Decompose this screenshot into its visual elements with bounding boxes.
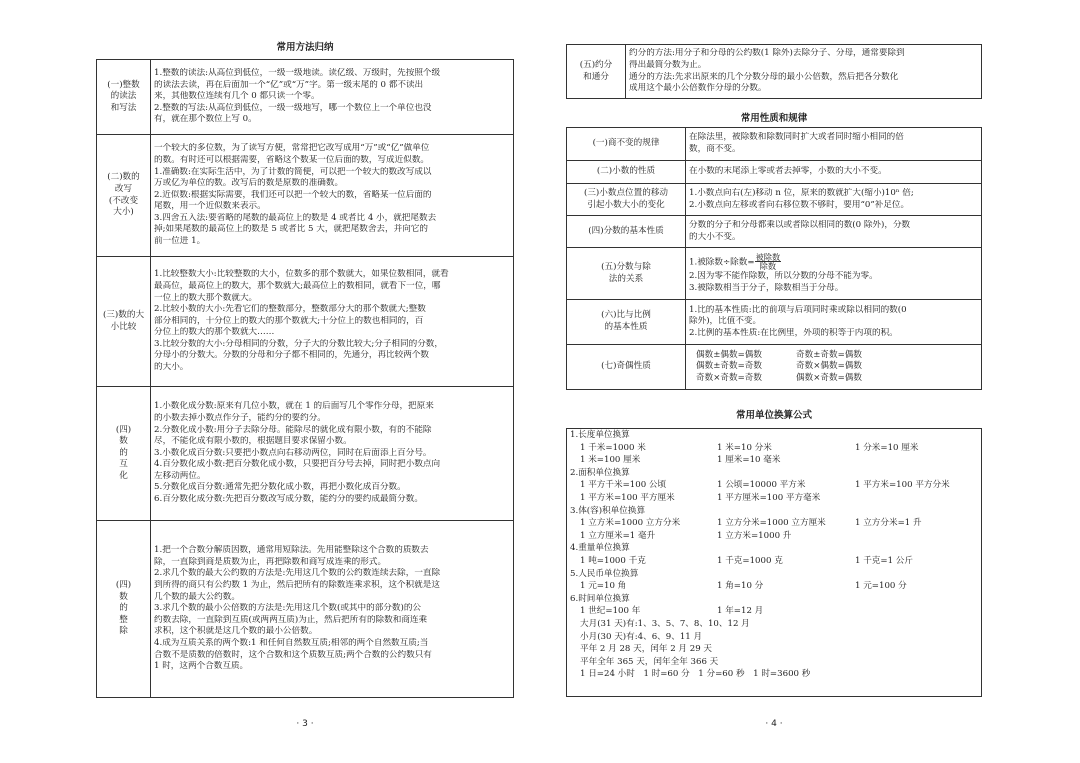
properties-title: 常用性质和规律 — [740, 113, 808, 124]
text-line: 1.小数点向右(左)移动 n 位，原来的数就扩大(缩小)10ⁿ 倍; — [689, 187, 914, 198]
fraction-ops-table — [566, 44, 982, 99]
text-line: 的小数去掉小数点作分子，能约分的要约分。 — [154, 412, 326, 423]
unit-cell: 1 立方分米=1000 立方厘米 — [717, 518, 826, 529]
unit-cell: 1 平方米=100 平方厘米 — [580, 492, 675, 503]
text-line: 尽，不能化成有限小数的，根据题目要求保留小数。 — [154, 436, 352, 447]
unit-note: 平年 2 月 28 天，闰年 2 月 29 天 — [580, 644, 713, 655]
text-line: 3.小数化成百分数:只要把小数点向右移动两位，同时在后面添上百分号。 — [154, 447, 432, 458]
text-line: 3.被除数相当于分子，除数相当于分母。 — [689, 282, 844, 293]
method-row — [97, 135, 514, 257]
text-line: 分母小的分数大。分数的分母和分子都不相同的，先通分，再比较两个数 — [154, 350, 430, 361]
text-line: 在小数的末尾添上零或者去掉零，小数的大小不变。 — [689, 166, 887, 177]
unit-row — [570, 581, 978, 594]
unit-group-heading: 5.人民币单位换算 — [570, 568, 639, 579]
unit-row — [570, 480, 978, 493]
unit-cell: 1 元=10 角 — [580, 581, 627, 592]
unit-row — [570, 493, 978, 506]
unit-group-heading: 4.重量单位换算 — [570, 543, 630, 554]
text-line: 2.比例的基本性质:在比例里，外项的积等于内项的积。 — [689, 327, 898, 338]
text-line: 1.把一个合数分解质因数，通常用短除法。先用能整除这个合数的质数去 — [154, 545, 429, 556]
unit-row — [570, 531, 978, 544]
property-label: (六)比与比例 的基本性质 — [567, 300, 686, 345]
text-line: 部分相同的，十分位上的数大的那个数就大;十分位上的数也相同的，百 — [154, 315, 424, 326]
text-line: 2.小数点向左移或者向右移位数不够时，要用“0”补足位。 — [689, 199, 910, 210]
method-content — [626, 45, 982, 99]
text-line: 到所得的商只有公约数 1 为止，然后把所有的除数连乘求积，这个积就是这 — [154, 580, 440, 591]
method-content — [151, 521, 514, 698]
unit-cell: 1 平方厘米=100 平方毫米 — [717, 492, 821, 503]
text-line: 得出最简分数为止。 — [629, 59, 707, 70]
unit-cell: 1 立方厘米=1 毫升 — [580, 530, 656, 541]
unit-cell: 1 公顷=10000 平方米 — [717, 480, 806, 491]
text-line: 最高位，最高位上的数大，那个数就大;最高位上的数相同，就看下一位，哪 — [154, 280, 441, 291]
unit-cell: 1 分米=10 厘米 — [855, 442, 919, 453]
units-box — [566, 428, 982, 697]
text-line: 在除法里，被除数和除数同时扩大或者同时缩小相同的倍 — [689, 132, 904, 143]
unit-row — [570, 443, 978, 456]
property-content: 偶数±偶数=偶数 奇数±奇数=偶数 偶数±奇数=奇数 奇数×偶数=偶数 奇数×奇数=奇数 偶数×奇数=偶数 — [686, 345, 982, 390]
unit-row — [570, 556, 978, 569]
unit-cell: 1 年=12 月 — [717, 606, 764, 617]
method-label: (三)数的大 小比较 — [97, 257, 151, 387]
text-line: 2.求几个数的最大公约数的方法是:先用这几个数的公约数连续去除，一直除 — [154, 568, 441, 579]
unit-cell: 1 立方米=1000 立方分米 — [580, 518, 681, 529]
text-line: 的大小不变。 — [689, 231, 741, 242]
text-line: 的数。有时还可以根据需要，省略这个数某一位后面的数，写成近似数。 — [154, 154, 430, 165]
method-row — [97, 257, 514, 387]
property-label: (七)奇偶性质 — [567, 345, 686, 390]
unit-row — [570, 455, 978, 468]
text-line: 尾数，用一个近似数来表示。 — [154, 201, 266, 212]
method-row — [97, 60, 514, 135]
property-label: (四)分数的基本性质 — [567, 216, 686, 248]
text-line: 合数不是质数的倍数时，这个合数和这个质数互质;两个合数的公约数只有 — [154, 649, 432, 660]
text-line: 2.近似数:根据实际需要，我们还可以把一个较大的数，省略某一位后面的 — [154, 189, 432, 200]
text-line: 左移动两位。 — [154, 470, 206, 481]
unit-cell: 1 立方米=1000 升 — [717, 530, 792, 541]
unit-cell — [855, 493, 978, 506]
unit-group-heading: 1.长度单位换算 — [570, 430, 630, 440]
property-label: (一)商不变的规律 — [567, 128, 686, 161]
unit-row — [570, 518, 978, 531]
method-content — [151, 135, 514, 257]
text-line: 除，一直除到商是质数为止，再把除数和商写成连乘的形式。 — [154, 556, 387, 567]
unit-cell — [855, 606, 978, 619]
page-number: · 4 · — [765, 719, 783, 729]
method-label: (二)数的 改写 (不改变 大小) — [97, 135, 151, 257]
text-line: 的读法去读，再在后面加一个“亿”或“万”字。第一级末尾的 0 都不读出 — [154, 79, 424, 90]
unit-note: 大月(31 天)有:1、3、5、7、8、10、12 月 — [580, 618, 750, 629]
method-content — [151, 60, 514, 135]
property-content — [686, 184, 982, 216]
unit-group-heading: 3.体(容)积单位换算 — [570, 505, 646, 516]
unit-cell: 1 千克=1 公斤 — [855, 555, 913, 566]
unit-cell: 1 米=10 分米 — [717, 442, 772, 453]
property-content — [686, 128, 982, 161]
text-line: 2.整数的写法:从高位到低位，一级一级地写，哪一个数位上一个单位也没 — [154, 102, 432, 113]
text-line: 2.因为零不能作除数，所以分数的分母不能为零。 — [689, 271, 878, 282]
unit-cell: 1 角=10 分 — [717, 581, 764, 592]
unit-cell — [855, 531, 978, 544]
text-line: 1 时，这两个合数互质。 — [154, 661, 249, 672]
text-line: 3.求几个数的最小公倍数的方法是:先用这几个数(或其中的部分数)的公 — [154, 603, 422, 614]
text-line: 4.百分数化成小数:把百分数化成小数，只要把百分号去掉，同时把小数点向 — [154, 459, 441, 470]
text-line: 6.百分数化成分数:先把百分数改写成分数，能约分的要约成最简分数。 — [154, 494, 423, 505]
text-line: 1.准确数:在实际生活中，为了计数的简便，可以把一个较大的数改写成以 — [154, 166, 432, 177]
method-label: (四) 数 的 互 化 — [97, 387, 151, 521]
text-line: 几个数的最大公约数。 — [154, 591, 240, 602]
left-page-title: 常用方法归纳 — [276, 42, 334, 53]
method-row — [97, 387, 514, 521]
properties-table — [566, 127, 982, 390]
text-line: 约数去除，一直除到互质(或两两互质)为止，然后把所有的除数和商连乘 — [154, 614, 428, 625]
text-line: 成用这个最小公倍数作分母的分数。 — [629, 83, 767, 94]
text-line: 1.比的基本性质:比的前项与后项同时乘或除以相同的数(0 — [689, 304, 907, 315]
text-line: 除外)，比值不变。 — [689, 316, 762, 327]
text-line: 掉;如果尾数的最高位上的数是 5 或者比 5 大，就把尾数舍去，并向它的 — [154, 224, 428, 235]
unit-cell: 1 元=100 分 — [855, 581, 907, 592]
unit-group-heading: 2.面积单位换算 — [570, 467, 630, 478]
method-label: (五)约分 和通分 — [567, 45, 626, 99]
unit-note: 1 日=24 小时 1 时=60 分 1 分=60 秒 1 时=3600 秒 — [580, 669, 811, 680]
method-label: (一)整数 的读法 和写法 — [97, 60, 151, 135]
text-line: 通分的方法:先求出原来的几个分数分母的最小公倍数，然后把各分数化 — [629, 71, 899, 82]
text-line: 5.分数化成百分数:通常先把分数化成小数，再把小数化成百分数。 — [154, 482, 406, 493]
division-fraction-formula: 1.被除数÷除数= $\frac{\text{被除数}}{\text{除数}}$ — [689, 252, 781, 272]
unit-cell: 1 平方千米=100 公顷 — [580, 480, 667, 491]
unit-group-heading: 6.时间单位换算 — [570, 593, 630, 604]
text-line: 万或亿为单位的数。改写后的数是原数的准确数。 — [154, 178, 344, 189]
text-line: 有，就在那个数位上写 0。 — [154, 114, 257, 125]
text-line: 分数的分子和分母都乘以或者除以相同的数(0 除外)，分数 — [689, 219, 911, 230]
text-line: 2.分数化成小数:用分子去除分母。能除尽的就化成有限小数，有的不能除 — [154, 424, 432, 435]
text-line: 3.四舍五入法:要省略的尾数的最高位上的数是 4 或者比 4 小，就把尾数去 — [154, 212, 437, 223]
text-line: 数，商不变。 — [689, 144, 741, 154]
property-content — [686, 300, 982, 345]
text-line: 3.比较分数的大小:分母相同的分数，分子大的分数比较大;分子相同的分数， — [154, 338, 443, 349]
text-line: 1.整数的读法:从高位到低位，一级一级地读。读亿级、万级时，先按照个级 — [154, 68, 441, 79]
text-line: 1.小数化成分数:原来有几位小数，就在 1 的后面写几个零作分母，把原来 — [154, 401, 434, 412]
method-label: (四) 数 的 整 除 — [97, 521, 151, 698]
text-line: 2.比较小数的大小:先看它们的整数部分，整数部分大的那个数就大;整数 — [154, 304, 426, 315]
unit-cell: 1 世纪=100 年 — [580, 606, 641, 617]
method-content — [151, 387, 514, 521]
unit-cell: 1 吨=1000 千克 — [580, 555, 646, 566]
units-title: 常用单位换算公式 — [735, 410, 812, 421]
property-content — [686, 248, 982, 300]
property-label: (二)小数的性质 — [567, 161, 686, 184]
property-label: (三)小数点位置的移动 引起小数大小的变化 — [567, 184, 686, 216]
text-line: 求积，这个积就是这几个数的最小公倍数。 — [154, 626, 318, 637]
property-label: (五)分数与除 法的关系 — [567, 248, 686, 300]
unit-note: 平年全年 365 天，闰年全年 366 天 — [580, 656, 719, 667]
text-line: 来，其他数位连续有几个 0 都只读一个零。 — [154, 91, 320, 102]
text-line: 前一位进 1。 — [154, 236, 206, 247]
text-line: 约分的方法:用分子和分母的公约数(1 除外)去除分子、分母，通常要除到 — [629, 48, 905, 59]
text-line: 的大小。 — [154, 362, 189, 373]
unit-cell: 1 厘米=10 毫米 — [717, 455, 781, 466]
text-line: 一位上的数大那个数就大。 — [154, 292, 258, 303]
method-row — [97, 521, 514, 698]
unit-cell: 1 平方米=100 平方分米 — [855, 480, 950, 491]
unit-note: 小月(30 天)有:4、6、9、11 月 — [580, 631, 703, 642]
property-content — [686, 161, 982, 184]
page-number: · 3 · — [296, 719, 314, 729]
unit-cell: 1 千克=1000 克 — [717, 555, 783, 566]
text-line: 一个较大的多位数，为了读写方便，常常把它改写成用“万”或“亿”做单位 — [154, 143, 430, 154]
text-line: 4.成为互质关系的两个数:1 和任何自然数互质;相邻的两个自然数互质;当 — [154, 637, 429, 648]
unit-cell: 1 立方分米=1 升 — [855, 518, 922, 529]
text-line: 1.比较整数大小:比较整数的大小，位数多的那个数就大，如果位数相同，就看 — [154, 269, 449, 280]
methods-table — [96, 59, 514, 698]
unit-cell: 1 米=100 厘米 — [580, 455, 641, 466]
property-content — [686, 216, 982, 248]
unit-cell: 1 千米=1000 米 — [580, 442, 646, 453]
unit-cell — [855, 455, 978, 468]
method-content — [151, 257, 514, 387]
text-line: 分位上的数大的那个数就大…… — [154, 327, 275, 338]
unit-row — [570, 606, 978, 619]
